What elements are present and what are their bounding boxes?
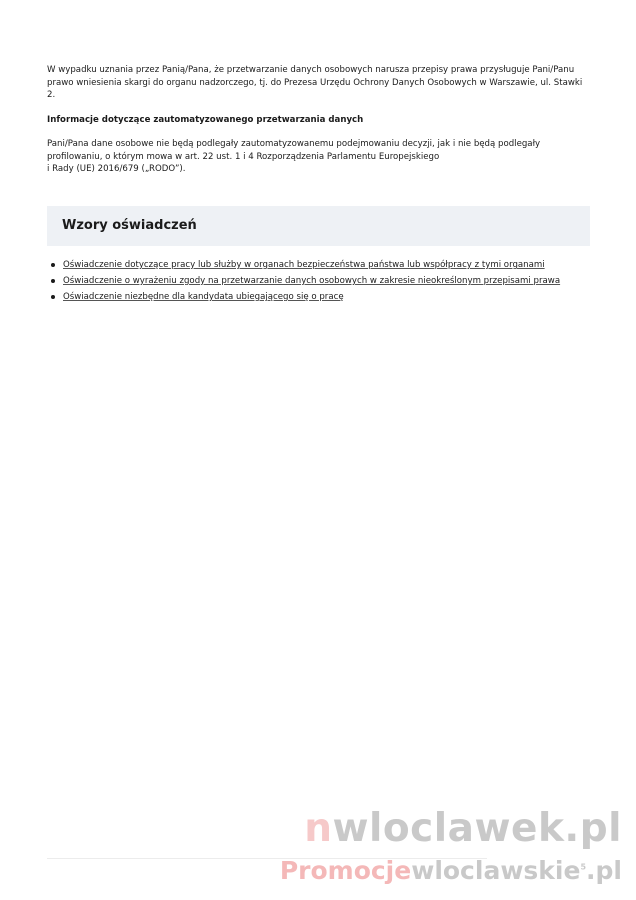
automated-processing-paragraph bbox=[47, 138, 592, 176]
watermark-promocje: Promocjewloclawskie$^5$.pl bbox=[279, 856, 622, 885]
bullet-icon bbox=[51, 263, 55, 267]
list-item bbox=[50, 259, 560, 275]
paragraph-line: W wypadku uznania przez Panią/Pana, że przetwarzanie danych osobowych narusza przepisy prawa przysługuje Pani/Panu bbox=[47, 65, 575, 75]
bullet-icon bbox=[51, 295, 55, 299]
list-item bbox=[50, 275, 560, 291]
declaration-links-list bbox=[50, 259, 560, 307]
complaint-paragraph bbox=[47, 64, 592, 102]
section-title: Wzory oświadczeń bbox=[62, 218, 197, 233]
declaration-link-candidate[interactable]: Oświadczenie niezbędne dla kandydata ubiegającego się o pracę bbox=[63, 292, 344, 302]
declaration-link-security[interactable]: Oświadczenie dotyczące pracy lub służby w organach bezpieczeństwa państwa lub współpracy z tymi organami bbox=[63, 260, 545, 270]
list-item bbox=[50, 291, 560, 307]
bullet-icon bbox=[51, 279, 55, 283]
automated-processing-heading: Informacje dotyczące zautomatyzowanego przetwarzania danych bbox=[47, 115, 364, 125]
section-header-box bbox=[47, 206, 590, 246]
paragraph-line: profilowaniu, o którym mowa w art. 22 ust. 1 i 4 Rozporządzenia Parlamentu Europejskiego bbox=[47, 151, 440, 162]
paragraph-line: Pani/Pana dane osobowe nie będą podlegały zautomatyzowanemu podejmowaniu decyzji, jak i nie będą podlegały bbox=[47, 139, 541, 149]
paragraph-line: i Rady (UE) 2016/679 („RODO”). bbox=[47, 164, 186, 175]
declaration-link-consent[interactable]: Oświadczenie o wyrażeniu zgody na przetwarzanie danych osobowych w zakresie nieokreślonym przepisami prawa bbox=[63, 276, 561, 286]
watermark-nwloclawek: nwloclawek.pl bbox=[304, 806, 622, 851]
paragraph-line: prawo wniesienia skargi do organu nadzorczego, tj. do Prezesa Urzędu Ochrony Danych Osobowych w Warszawie, ul. Stawki bbox=[47, 77, 583, 88]
paragraph-line: 2. bbox=[47, 90, 56, 101]
